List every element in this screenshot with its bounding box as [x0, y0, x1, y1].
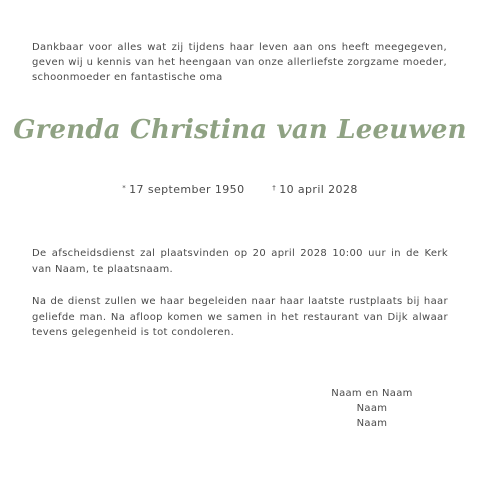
after-service-paragraph: Na de dienst zullen we haar begeleiden naar haar laatste rustplaats bij haar geliefde man. Na afloop komen we samen in het restaurant van Dijk alwaar tevens gelegenheid is tot condoleren. — [32, 296, 448, 338]
signature-line: Naam — [356, 418, 388, 429]
death-symbol: † — [272, 184, 277, 192]
intro-text: Dankbaar voor alles wat zij tijdens haar leven aan ons heeft meegegeven, geven wij u kennis van het heengaan van onze allerliefste zorgzame moeder, schoonmoeder en fantastische oma — [32, 42, 447, 83]
deceased-name: Grenda Christina van Leeuwen — [13, 115, 467, 145]
signature-line: Naam en Naam — [331, 388, 413, 399]
signature-block — [320, 386, 424, 431]
birth-symbol: * — [122, 184, 127, 192]
life-dates — [0, 180, 480, 198]
death-date: 10 april 2028 — [279, 183, 358, 196]
service-paragraph: De afscheidsdienst zal plaatsvinden op 20 april 2028 10:00 uur in de Kerk van Naam, te plaatsnaam. — [32, 248, 448, 275]
signature-line: Naam — [356, 403, 388, 414]
birth-date: 17 september 1950 — [129, 183, 245, 196]
